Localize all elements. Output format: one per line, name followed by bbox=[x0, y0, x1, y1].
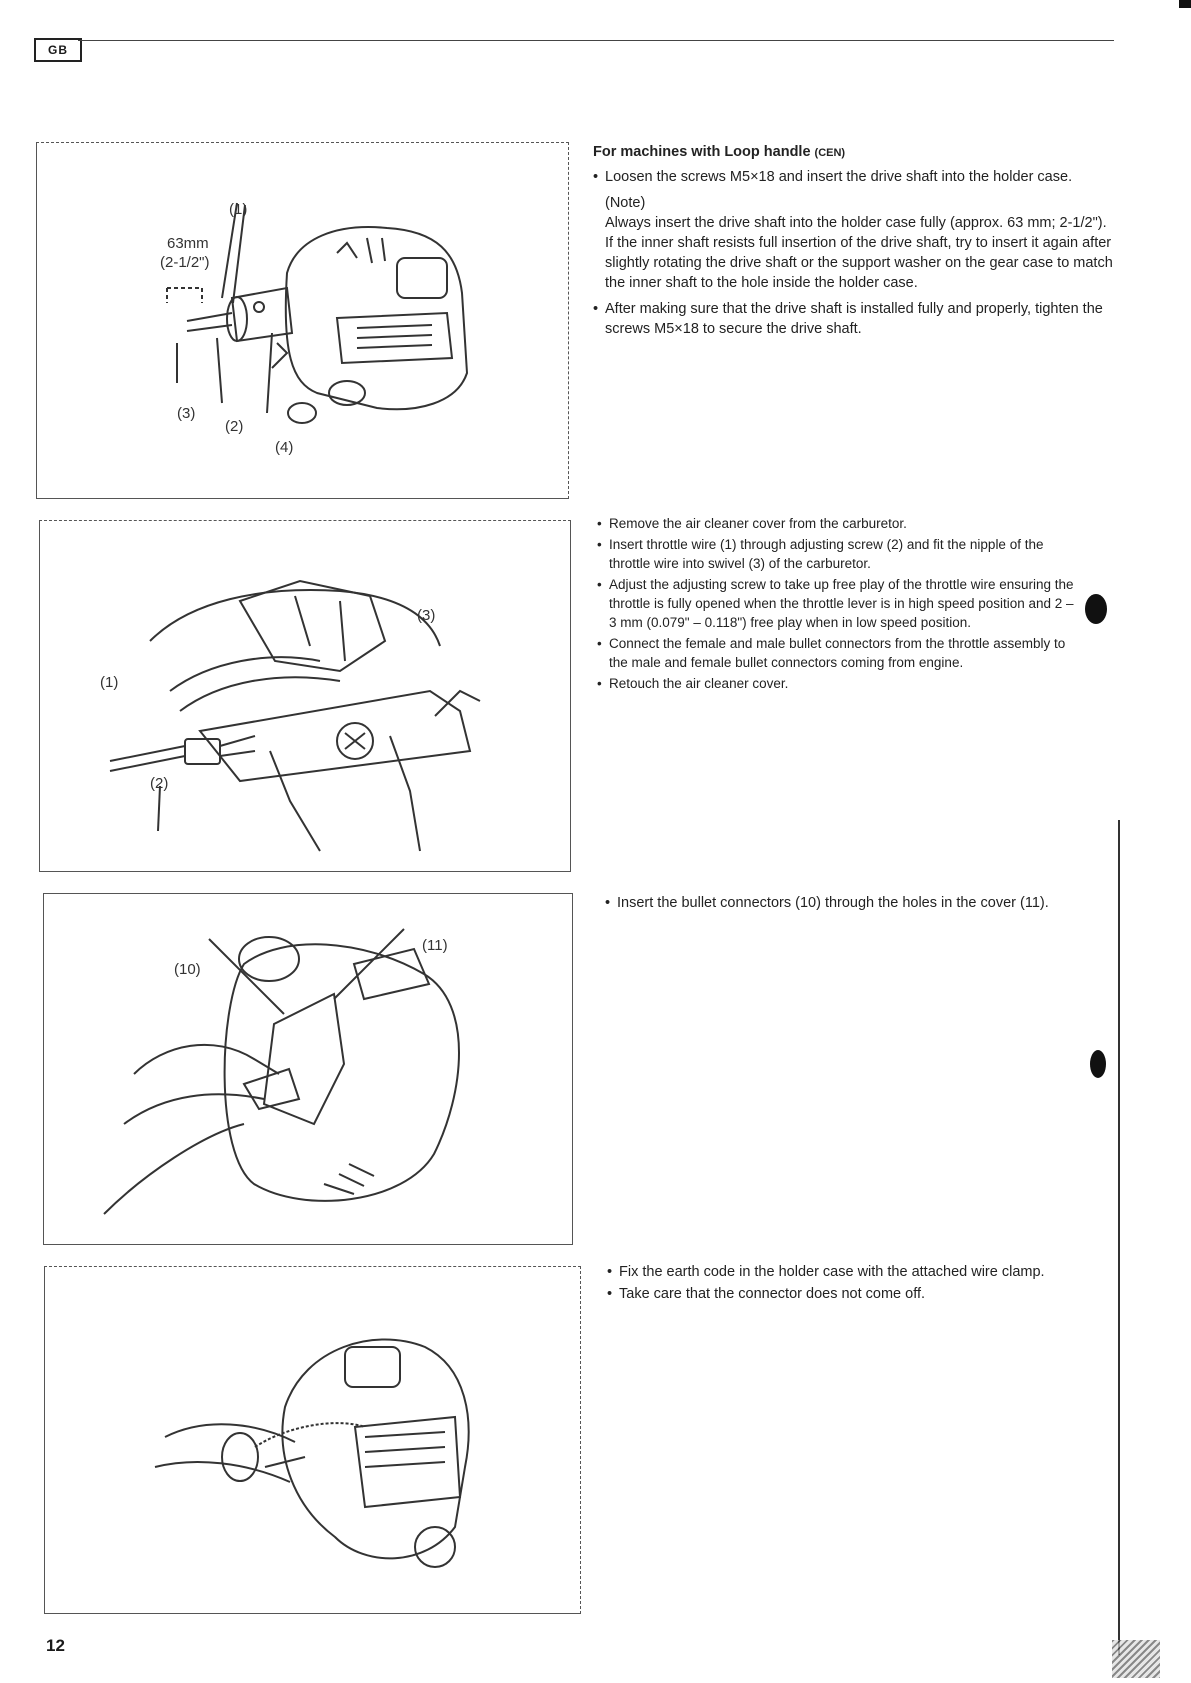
corner-mark bbox=[1179, 0, 1191, 8]
callout-2: (2) bbox=[150, 775, 169, 792]
figure-earth-wire bbox=[44, 1266, 581, 1614]
note-block bbox=[593, 193, 1113, 293]
dimension-mm: 63mm bbox=[167, 235, 209, 252]
earth-wire-illustration bbox=[45, 1267, 580, 1613]
instruction-insert-throttle-wire: • Insert throttle wire (1) through adjusting screw (2) and fit the nipple of the throttle wire into swivel (3) of the carburetor. bbox=[597, 535, 1077, 573]
section-heading bbox=[593, 142, 1113, 163]
callout-3: (3) bbox=[417, 607, 436, 624]
header-rule bbox=[78, 40, 1114, 41]
instruction-connect-connectors: • Connect the female and male bullet connectors from the throttle assembly to the male and female bullet connectors coming from engine. bbox=[597, 634, 1077, 672]
instruction-remove-cover: • Remove the air cleaner cover from the carburetor. bbox=[597, 514, 1077, 533]
callout-1: (1) bbox=[100, 674, 119, 691]
figure-throttle-wire bbox=[39, 520, 571, 872]
callout-10: (10) bbox=[174, 961, 201, 978]
page-edge-line bbox=[1118, 820, 1120, 1655]
note-text: Always insert the drive shaft into the holder case fully (approx. 63 mm; 2-1/2"). If the inner shaft resists full insertion of the drive shaft, try to insert it again after slightly rotating the drive shaft or the support washer on the gear case to match the inner shaft to the hole inside the holder case. bbox=[605, 215, 1113, 291]
instruction-connector-care: • Take care that the connector does not come off. bbox=[607, 1284, 1127, 1304]
throttle-wire-illustration bbox=[40, 521, 570, 871]
page-number: 12 bbox=[46, 1636, 65, 1655]
heading-text: For machines with Loop handle bbox=[593, 144, 811, 160]
instruction-fix-earth-code: • Fix the earth code in the holder case with the attached wire clamp. bbox=[607, 1262, 1127, 1282]
heading-sub: (CEN) bbox=[814, 147, 846, 159]
instruction-loosen-screws: • Loosen the screws M5×18 and insert the drive shaft into the holder case. bbox=[593, 167, 1113, 187]
figure-bullet-connectors bbox=[43, 893, 573, 1245]
section-2-text bbox=[597, 514, 1077, 695]
callout-11: (11) bbox=[422, 937, 448, 954]
language-tag: GB bbox=[34, 38, 82, 62]
callout-4: (4) bbox=[275, 439, 294, 456]
instruction-retouch-cover: • Retouch the air cleaner cover. bbox=[597, 674, 1077, 693]
note-title: (Note) bbox=[605, 195, 646, 211]
instruction-adjust-screw: • Adjust the adjusting screw to take up free play of the throttle wire ensuring the throttle is fully opened when the throttle lever is in high speed position and 2 – 3 mm (0.079" – 0.118") free play when in low speed position. bbox=[597, 575, 1077, 632]
callout-1: (1) bbox=[229, 201, 248, 218]
drive-shaft-illustration bbox=[37, 143, 568, 498]
dimension-inch: (2-1/2") bbox=[160, 254, 210, 271]
section-4-text bbox=[607, 1262, 1127, 1306]
section-1-text bbox=[593, 142, 1113, 341]
section-3-text bbox=[605, 893, 1125, 915]
page-edge-smudge bbox=[1112, 1640, 1160, 1678]
ink-blot bbox=[1090, 1050, 1106, 1078]
instruction-insert-connectors: • Insert the bullet connectors (10) through the holes in the cover (11). bbox=[605, 893, 1125, 913]
figure-drive-shaft-insertion bbox=[36, 142, 569, 499]
instruction-tighten-screws: • After making sure that the drive shaft is installed fully and properly, tighten the screws M5×18 to secure the drive shaft. bbox=[593, 299, 1113, 339]
ink-blot bbox=[1085, 594, 1107, 624]
callout-3: (3) bbox=[177, 405, 196, 422]
callout-2: (2) bbox=[225, 418, 244, 435]
bullet-connectors-illustration bbox=[44, 894, 572, 1244]
